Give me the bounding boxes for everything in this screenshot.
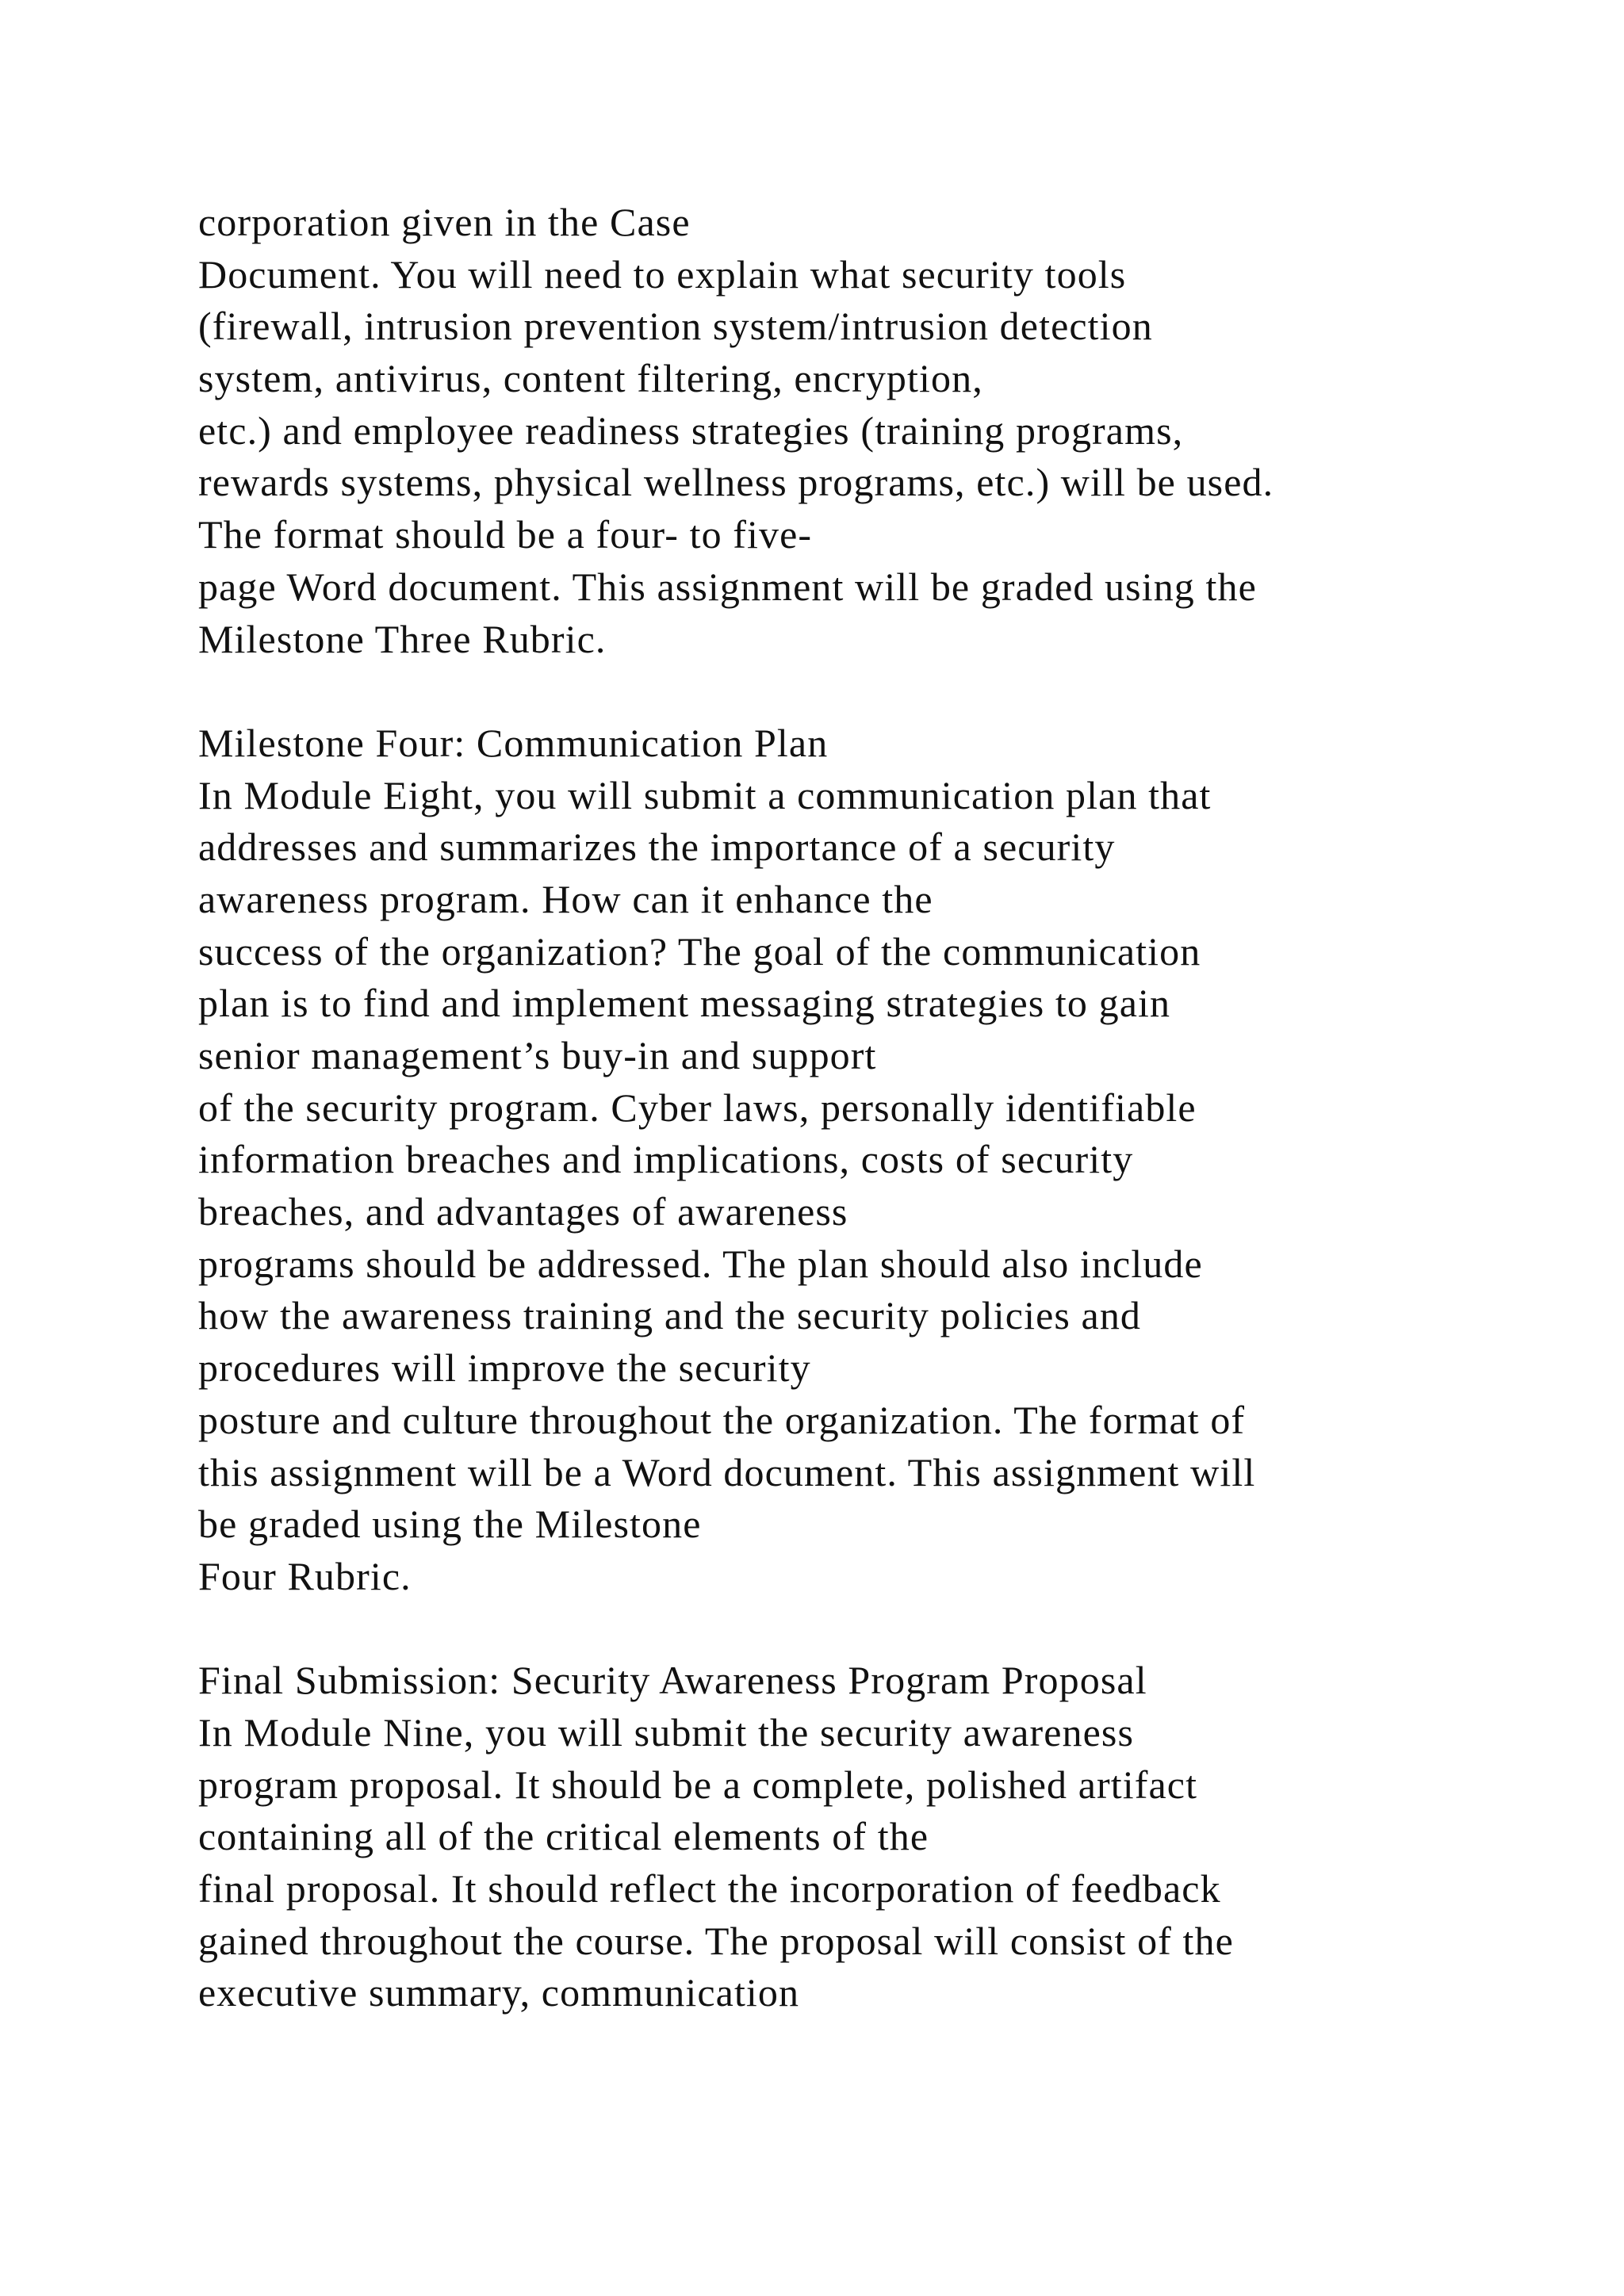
text-line: be graded using the Milestone <box>198 1502 702 1547</box>
text-line: In Module Eight, you will submit a communication plan that <box>198 772 1212 817</box>
text-line: In Module Nine, you will submit the security awareness <box>198 1709 1135 1755</box>
text-line: this assignment will be a Word document. This assignment will <box>198 1449 1256 1494</box>
text-line: information breaches and implications, costs of security <box>198 1137 1134 1182</box>
text-line: etc.) and employee readiness strategies (training programs, <box>198 408 1184 453</box>
text-line: executive summary, communication <box>198 1970 800 2015</box>
text-line: containing all of the critical elements of the <box>198 1814 929 1859</box>
text-line: Four Rubric. <box>198 1553 412 1598</box>
document-body <box>198 197 1546 2019</box>
text-line: procedures will improve the security <box>198 1345 811 1391</box>
text-line: how the awareness training and the security policies and <box>198 1293 1142 1338</box>
text-line: breaches, and advantages of awareness <box>198 1189 848 1234</box>
text-line: plan is to find and implement messaging strategies to gain <box>198 981 1171 1026</box>
section-heading: Milestone Four: Communication Plan <box>198 720 829 765</box>
text-line: Document. You will need to explain what security tools <box>198 251 1127 297</box>
text-line: The format should be a four- to five- <box>198 512 813 557</box>
text-line: of the security program. Cyber laws, personally identifiable <box>198 1085 1197 1130</box>
text-line: posture and culture throughout the organization. The format of <box>198 1397 1246 1442</box>
text-line: awareness program. How can it enhance the <box>198 876 933 921</box>
paragraph-final-submission <box>198 1655 1546 2019</box>
section-heading: Final Submission: Security Awareness Program Proposal <box>198 1658 1147 1703</box>
text-line: program proposal. It should be a complete, polished artifact <box>198 1762 1198 1807</box>
text-line: Milestone Three Rubric. <box>198 616 607 661</box>
text-line: senior management’s buy-in and support <box>198 1033 877 1077</box>
paragraph-milestone-three <box>198 197 1546 665</box>
text-line: addresses and summarizes the importance of a security <box>198 825 1116 870</box>
text-line: final proposal. It should reflect the incorporation of feedback <box>198 1866 1221 1911</box>
paragraph-milestone-four <box>198 718 1546 1603</box>
text-line: gained throughout the course. The proposal will consist of the <box>198 1918 1234 1963</box>
text-line: (firewall, intrusion prevention system/intrusion detection <box>198 304 1153 349</box>
text-line: success of the organization? The goal of the communication <box>198 928 1201 974</box>
paragraph-gap <box>198 665 1546 718</box>
text-line: programs should be addressed. The plan should also include <box>198 1241 1203 1286</box>
text-line: rewards systems, physical wellness programs, etc.) will be used. <box>198 460 1274 505</box>
text-line: corporation given in the Case <box>198 200 691 244</box>
text-line: page Word document. This assignment will be graded using the <box>198 564 1257 609</box>
paragraph-gap <box>198 1603 1546 1655</box>
text-line: system, antivirus, content filtering, encryption, <box>198 356 983 401</box>
